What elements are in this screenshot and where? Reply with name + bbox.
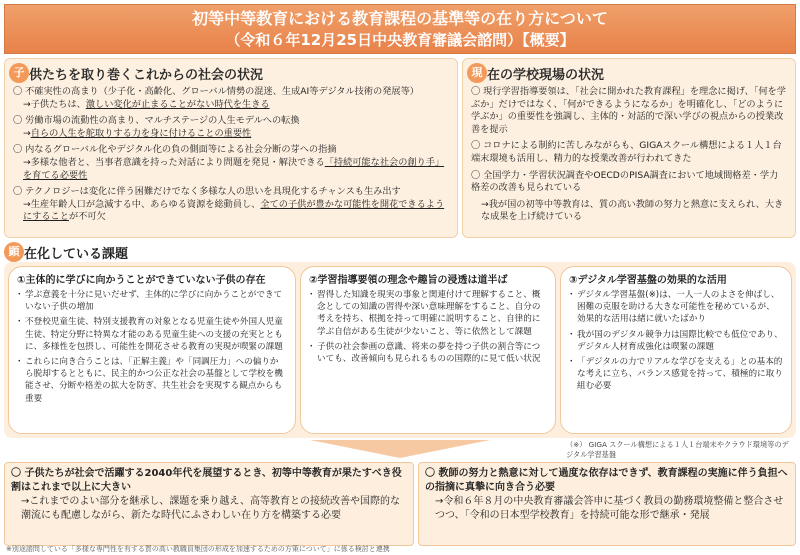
issue-title: ③デジタル学習基盤の効果的な活用 bbox=[569, 275, 727, 286]
society-situation-heading bbox=[9, 63, 449, 83]
page-title: 初等中等教育における教育課程の基準等の在り方について bbox=[192, 9, 608, 28]
digital-platform-note: （※） GIGA スクール構想による１人１台端末やクラウド環境等のデジタル学習基盤 bbox=[566, 440, 789, 459]
bullet-item: ・ 学ぶ意義を十分に見いだせず、主体的に学びに向かうことができていない子供の増加 bbox=[17, 289, 287, 313]
issue-title: ②学習指導要領の理念や趣旨の浸透は道半ば bbox=[309, 275, 508, 286]
down-arrow-icon bbox=[310, 440, 490, 458]
conclusion-left bbox=[4, 462, 414, 546]
heading-badge: 顕 bbox=[4, 242, 24, 262]
bullet-item: ・ デジタル学習基盤(※)は、一人一人のよさを伸ばし、困難の克服を助ける大きな可能性を秘めているが、効果的な活用は緒に就いたばかり bbox=[569, 289, 783, 326]
issue-title: ①主体的に学びに向かうことができていない子供の存在 bbox=[17, 275, 266, 286]
list-item: 〇 労働市場の流動性の高まり、マルチステージの人生モデルへの転換 →自らの人生を舵取りする力を身に付けることの重要性 bbox=[13, 115, 300, 139]
bullet-item: ・ 「デジタルの力でリアルな学びを支える」との基本的な考えに立ち、バランス感覚を持って、積極的に取り組む必要 bbox=[569, 356, 783, 393]
conclusion-arrow: →令和６年８月の中央教育審議会答申に基づく教員の勤務環境整備と整合させつつ、「令和の日本型学校教育」を持続可能な形で継承・発展 bbox=[435, 496, 784, 521]
conclusion-right bbox=[418, 462, 796, 546]
bullet-item: ・ これらに向き合うことは、「正解主義」や「同調圧力」への偏りから脱却するとともに、民主的かつ公正な社会の基盤として学校を機能させ、分断や格差の拡大を防ぎ、共生社会を実現する観点からも重要 bbox=[17, 356, 287, 405]
list-item: →我が国の初等中等教育は、質の高い教師の努力と熱意に支えられ、大きな成果を上げ続けている bbox=[481, 198, 784, 223]
page-title-banner bbox=[4, 4, 796, 54]
heading-text: 在化している課題 bbox=[24, 246, 129, 262]
heading-badge: 子 bbox=[9, 63, 29, 83]
footnote: ※別途諮問している「多様な専門性を有する質の高い教職員集団の形成を加速するための方策について」に係る検討と連携 bbox=[6, 545, 390, 553]
bullet-item: ・ 我が国のデジタル競争力は国際比較でも低位であり、デジタル人材育成強化は喫緊の課題 bbox=[569, 329, 783, 353]
list-item: 〇 全国学力・学習状況調査やOECDのPISA調査において地域間格差・学力格差の改善も見られている bbox=[471, 169, 779, 194]
page-subtitle: （令和６年12月25日中央教育審議会諮問）【概要】 bbox=[225, 31, 575, 49]
list-item: 〇 テクノロジーは変化に伴う困難だけでなく多様な人の思いを具現化するチャンスも生み出す →生産年齢人口が急減する中、あらゆる資源を総動員し、全ての子供が豊かな可能性を開花できるようにすることが不可欠 bbox=[13, 186, 445, 223]
issues-heading bbox=[4, 240, 204, 264]
conclusion-lead: 〇 教師の努力と熱意に対して過度な依存はできず、教育課程の実施に伴う負担への指摘に真摯に向き合う必要 bbox=[425, 468, 788, 493]
school-situation-heading bbox=[467, 63, 787, 83]
conclusion-lead: 〇 子供たちが社会で活躍する2040年代を展望するとき、初等中等教育が果たすべき役割はこれまで以上に大きい bbox=[11, 468, 402, 493]
school-situation-panel bbox=[462, 58, 796, 238]
heading-badge: 現 bbox=[467, 63, 487, 83]
list-item: 〇 コロナによる制約に苦しみながらも、GIGAスクール構想による１人１台端末環境も活用し、精力的な授業改善が行われてきた bbox=[471, 140, 782, 164]
conclusion-arrow: →これまでのよい部分を継承し、課題を乗り越え、高等教育との接続改善や国際的な潮流にも配慮しながら、新たな時代にふさわしい在り方を構築する必要 bbox=[21, 496, 400, 521]
bullet-item: ・ 不登校児童生徒、特別支援教育の対象となる児童生徒や外国人児童生徒、特定分野に特異な才能のある児童生徒への支援の充実とともに、多様性を包摂し、可能性を開花させる教育の実現が喫緊の課題 bbox=[17, 316, 287, 353]
heading-text: 供たちを取り巻くこれからの社会の状況 bbox=[29, 67, 264, 83]
society-situation-panel bbox=[4, 58, 458, 238]
issue-column-2 bbox=[300, 266, 556, 434]
list-item: 〇 内なるグローバル化やデジタル化の負の側面等による社会分断の芽への指摘 →多様な他者と、当事者意識を持った対話により問題を発見・解決できる「持続可能な社会の創り手」を育てる必要性 bbox=[13, 144, 445, 181]
list-item: 〇 現行学習指導要領は、「社会に開かれた教育課程」を理念に掲げ、「何を学ぶか」だけではなく、「何ができるようになるか」を明確化し、「どのように学ぶか」の重要性を強調し、主体的・対話的で深い学びの視点からの授業改善を提示 bbox=[471, 86, 786, 135]
issue-column-3 bbox=[560, 266, 792, 434]
bullet-item: ・ 子供の社会参画の意識、将来の夢を持つ子供の割合等についても、改善傾向も見られるものの国際的に見て低い状況 bbox=[309, 341, 547, 365]
bullet-item: ・ 習得した知識を現実の事象と関連付けて理解すること、概念としての知識の習得や深い意味理解をすること、自分の考えを持ち、根拠を持って明確に説明すること、自律的に学ぶ自信がある生徒が少ないこと、等に依然として課題 bbox=[309, 289, 547, 338]
issue-column-1 bbox=[8, 266, 296, 434]
heading-text: 在の学校現場の状況 bbox=[487, 67, 605, 83]
list-item: 〇 不確実性の高まり（少子化・高齢化、グローバル情勢の混迷、生成AI等デジタル技術の発展等） →子供たちは、激しい変化が止まることがない時代を生きる bbox=[13, 86, 419, 110]
